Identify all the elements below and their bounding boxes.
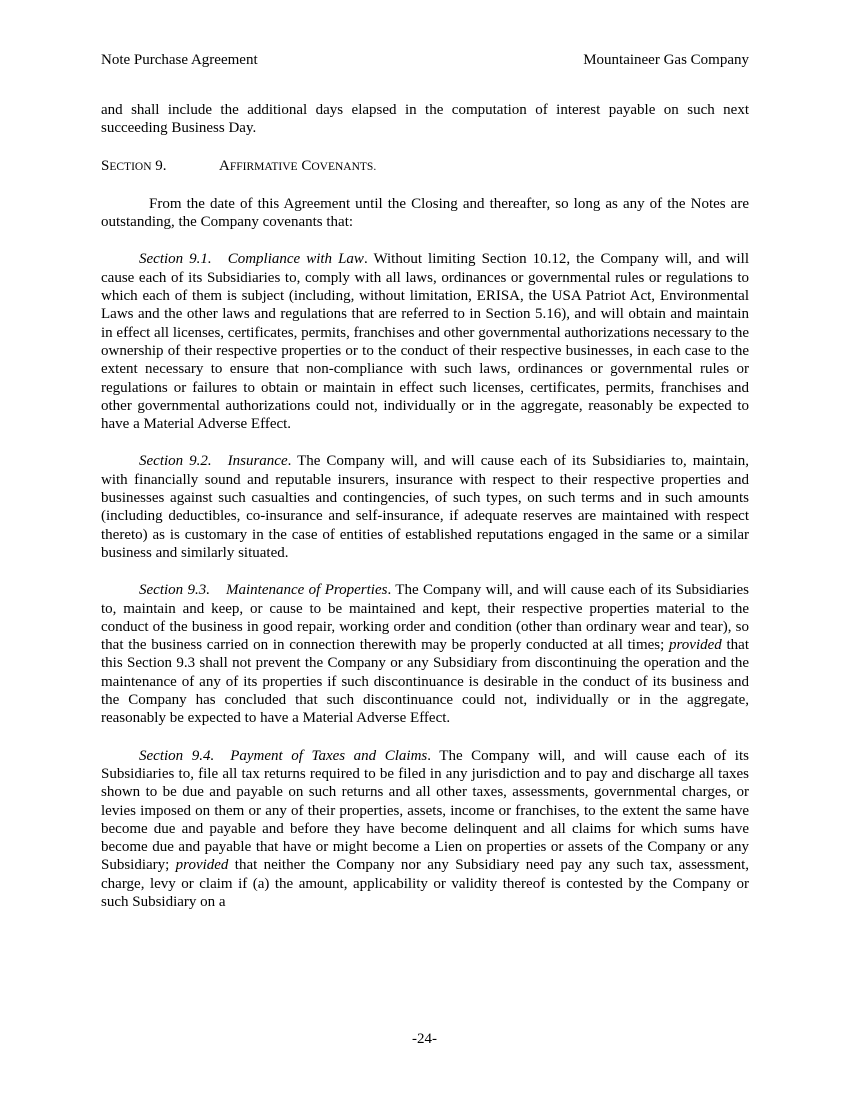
section-body: . Without limiting Section 10.12, the Company will, and will cause each of its Subsidiaries to, comply with all laws, ordinances or governmental rules or regulations to which each of them is subject (including, without limitation, ERISA, the USA Patriot Act, Environmental Laws and the other laws and regulations that are referred to in Section 5.16), and will obtain and maintain in effect all licenses, certificates, permits, franchises and other governmental authorizations necessary to the ownership of their respective properties or to the conduct of their respective businesses, in each case to the extent necessary to ensure that non-compliance with such laws, ordinances or governmental rules or regulations or failures to obtain or maintain in effect such licenses, certificates, permits, franchises and other governmental authorizations could not, individually or in the aggregate, reasonably be expected to have a Material Adverse Effect.: [101, 251, 749, 433]
section-9-3-paragraph: [101, 581, 749, 727]
document-body: [101, 101, 749, 930]
section-heading: [101, 157, 749, 176]
header-left-title: Note Purchase Agreement: [101, 52, 258, 68]
section-body-cont: that this Section 9.3 shall not prevent the Company or any Subsidiary from discontinuing the operation and the maintenance of any of its properties if such discontinuance is desirable in the conduct of its business and the Company has concluded that such discontinuance could not, individually or in the aggregate, reasonably be expected to have a Material Adverse Effect.: [101, 637, 749, 727]
section-9-4-paragraph: [101, 747, 749, 912]
section-title-text: Maintenance of Properties: [226, 582, 388, 599]
proviso-term: provided: [175, 857, 229, 874]
section-ref: Section 9.4.: [139, 747, 215, 764]
section-9-2-paragraph: [101, 452, 749, 562]
section-title-text: Insurance: [227, 453, 288, 470]
running-header: [101, 51, 749, 69]
section-9-1-paragraph: [101, 250, 749, 433]
header-right-company: Mountaineer Gas Company: [583, 52, 749, 68]
section-body: . The Company will, and will cause each of its Subsidiaries to, maintain and keep, or cause to be maintained and kept, their respective properties material to the conduct of the business in good repair, working order and condition (other than ordinary wear and tear), so that the business carried on in connection therewith may be properly conducted at all times;: [101, 582, 749, 654]
section-title-text: Payment of Taxes and Claims: [230, 747, 428, 764]
section-title: AFFIRMATIVE COVENANTS.: [219, 157, 377, 174]
intro-paragraph: From the date of this Agreement until the Closing and thereafter, so long as any of the Notes are outstanding, the Company covenants that:: [101, 195, 749, 231]
section-number: SECTION 9.: [101, 157, 167, 174]
section-ref: Section 9.3.: [139, 582, 211, 599]
continuation-paragraph: and shall include the additional days elapsed in the computation of interest payable on such next succeeding Business Day.: [101, 102, 749, 137]
section-ref: Section 9.2.: [139, 453, 212, 470]
section-title-text: Compliance with Law: [227, 251, 364, 268]
section-ref: Section 9.1.: [139, 251, 212, 268]
section-body-cont: that neither the Company nor any Subsidiary need pay any such tax, assessment, charge, levy or claim if (a) the amount, applicability or validity thereof is contested by the Company or such Subsidiary on a: [101, 857, 749, 910]
proviso-term: provided: [669, 637, 722, 654]
page-number: -24-: [412, 1031, 437, 1047]
section-body: . The Company will, and will cause each of its Subsidiaries to, maintain, with financially sound and reputable insurers, insurance with respect to their respective properties and businesses against such casualties and contingencies, of such types, on such terms and in such amounts (including deductibles, co-insurance and self-insurance, if adequate reserves are maintained with respect thereto) as is customary in the case of entities of established reputations engaged in the same or a similar business and similarly situated.: [101, 453, 749, 561]
section-body: . The Company will, and will cause each of its Subsidiaries to, file all tax returns required to be filed in any jurisdiction and to pay and discharge all taxes shown to be due and payable on such returns and all other taxes, assessments, governmental charges, or levies imposed on them or any of their properties, assets, income or franchises, to the extent the same have become due and payable and before they have become delinquent and all claims for which sums have become due and payable that have or might become a Lien on properties or assets of the Company or any Subsidiary;: [101, 747, 749, 874]
